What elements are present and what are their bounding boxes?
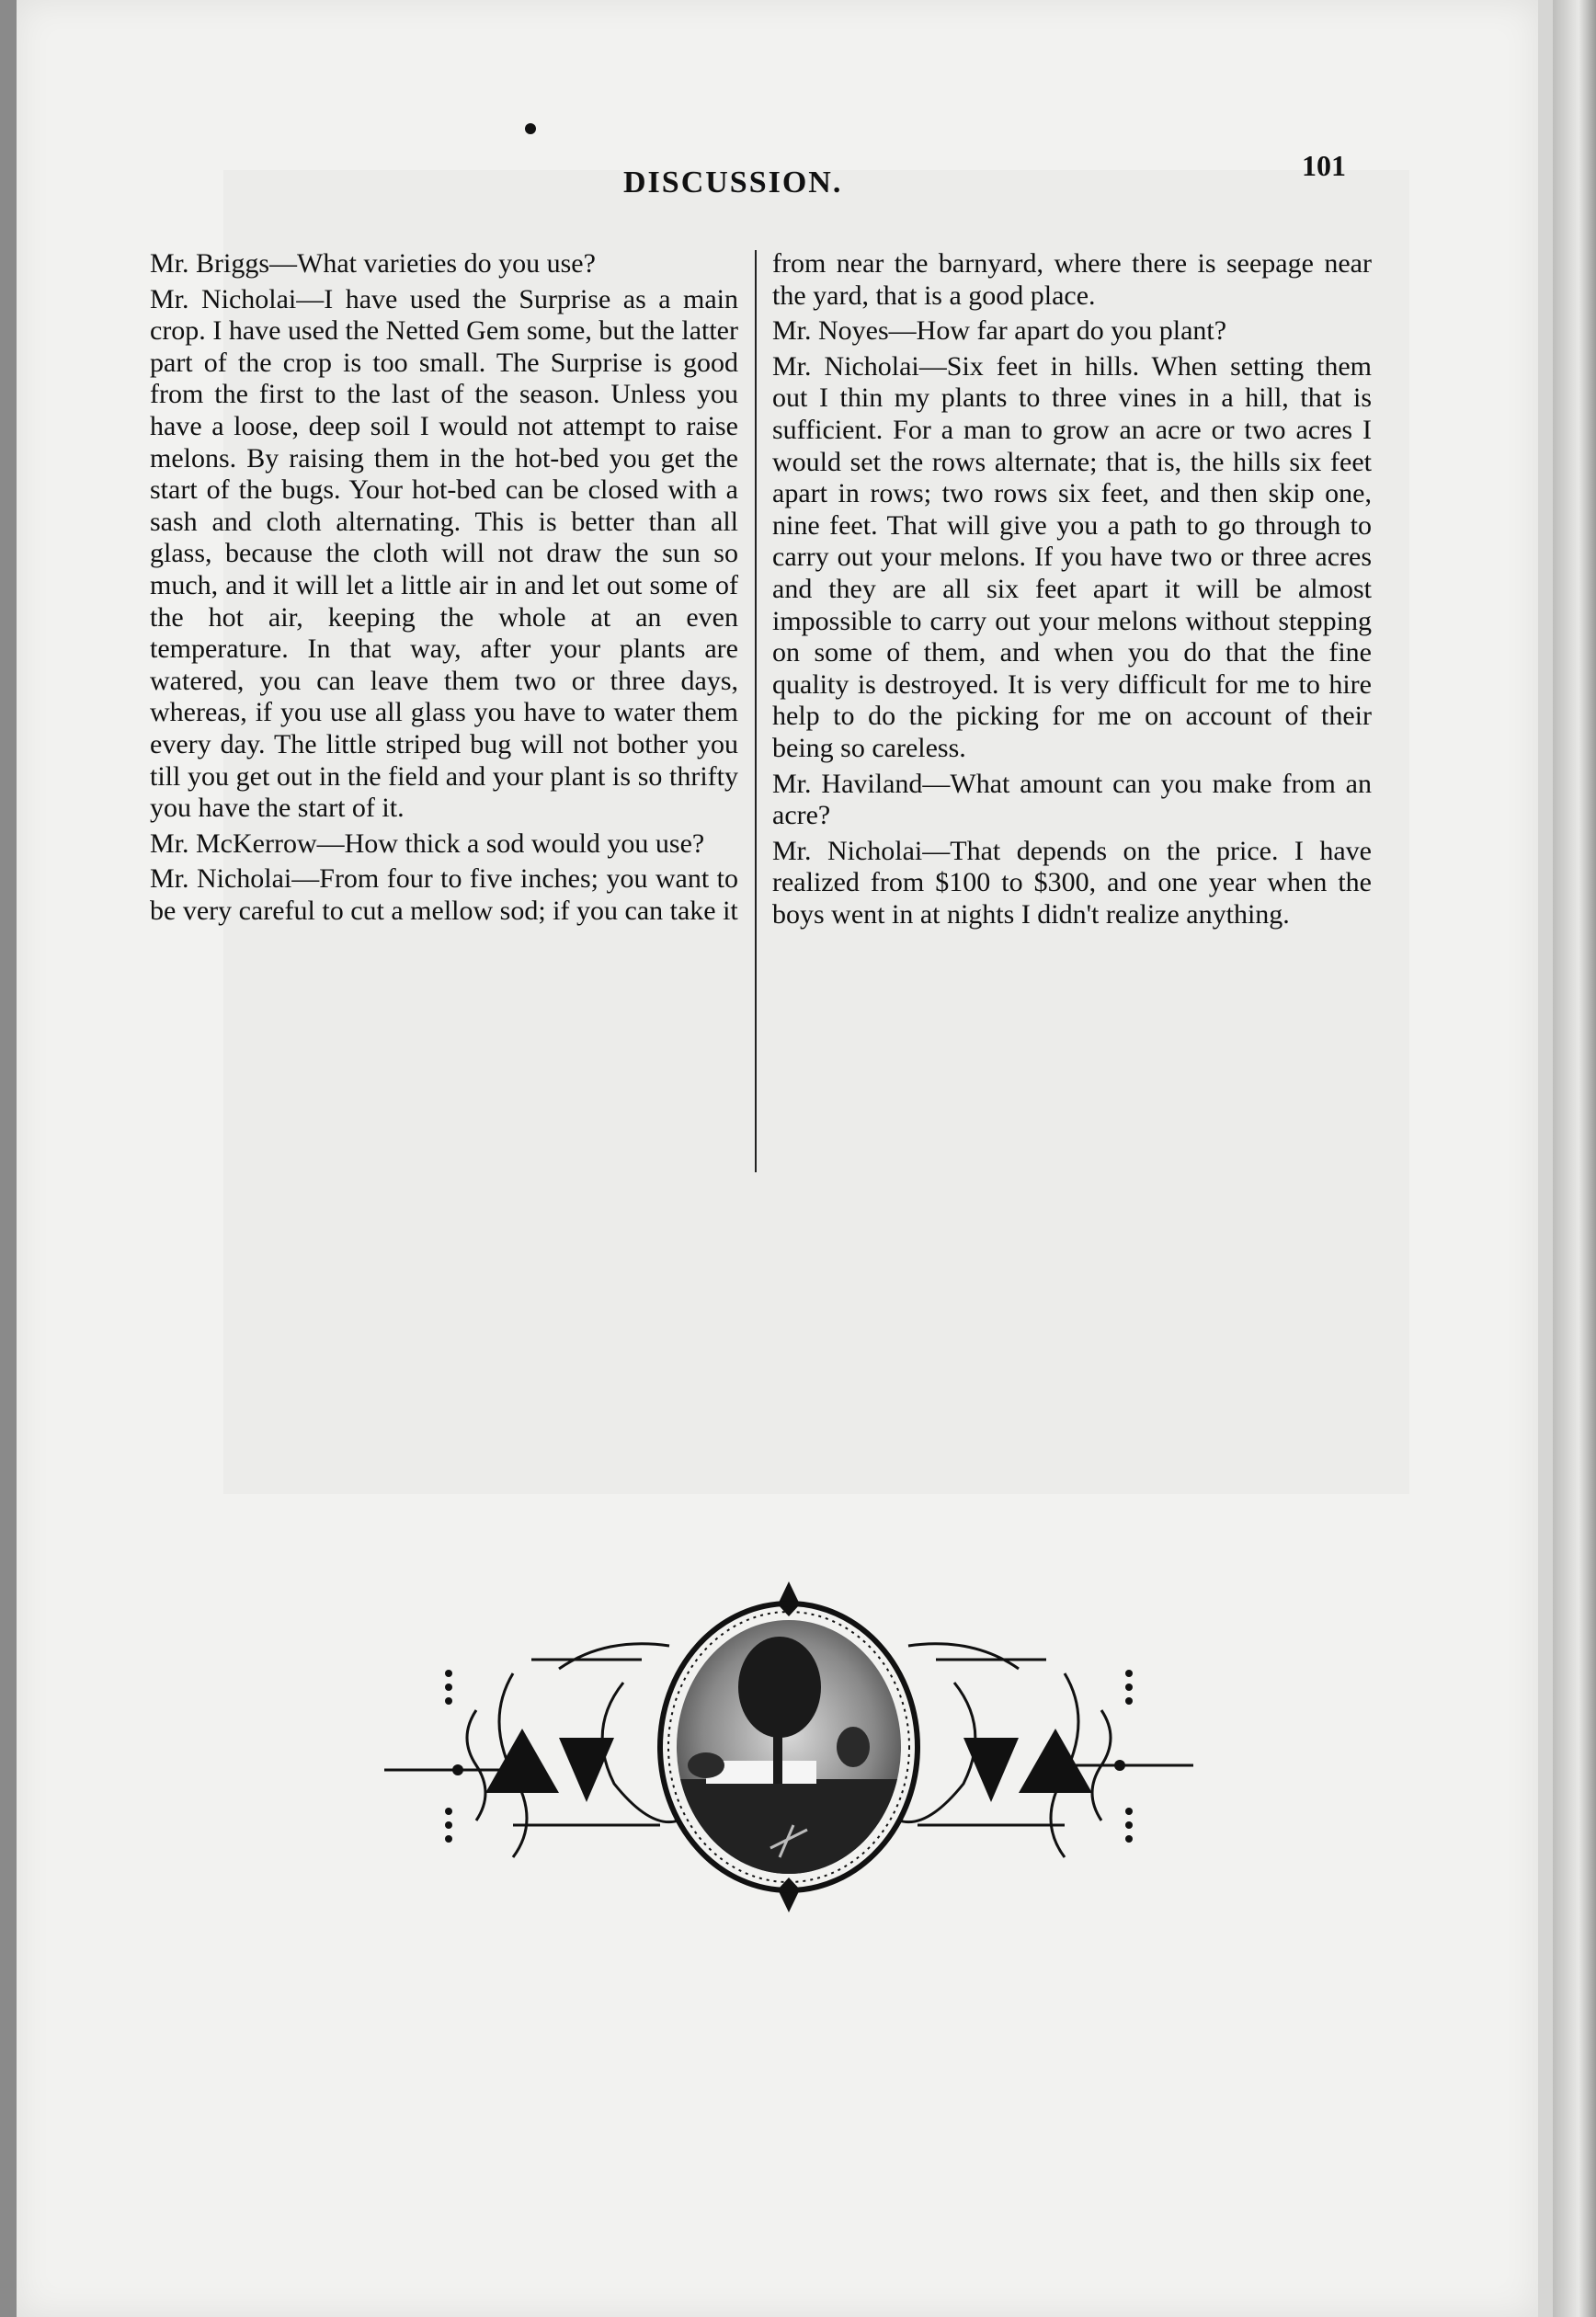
page-edge	[1538, 0, 1553, 2317]
page-number: 101	[1302, 149, 1346, 182]
paragraph: Mr. Nicholai—Six feet in hills. When setting them out I thin my plants to three vines in a hill, that is sufficient. For a man to grow an acre or two acres I would set the rows alternate; that is, the hills six feet apart in rows; two rows six feet, and then skip one, nine feet. That will give you a path to go through to carry out your melons. If you have two or three acres and they are all six feet apart it will be almost impossible to carry out your melons without stepping on some of them, and when you do that the fine quality is destroyed. It is very difficult for me to hire help to do the picking for me on account of their being so careless.	[772, 350, 1372, 763]
paragraph: Mr. Briggs—What varieties do you use?	[150, 248, 596, 279]
column-rule	[755, 250, 757, 1172]
running-header: DISCUSSION.	[623, 166, 843, 200]
paragraph: Mr. Noyes—How far apart do you plant?	[772, 315, 1227, 347]
paragraph: Mr. Nicholai—That depends on the price. I have realized from $100 to $300, and one year when the boys went in at nights I didn't realize anything.	[772, 835, 1372, 930]
paragraph: Mr. Haviland—What amount can you make from an acre?	[772, 768, 1372, 831]
right-column	[772, 248, 1372, 930]
paragraph: Mr. Nicholai—I have used the Surprise as a main crop. I have used the Netted Gem some, but the latter part of the crop is too small. The Surprise is good from the first to the last of the season. Unless you have a loose, deep soil I would not attempt to raise melons. By raising them in the hot-bed you get the start of the bugs. Your hot-bed can be closed with a sash and cloth alternating. This is better than all glass, because the cloth will not draw the sun so much, and it will let a little air in and let out some of the hot air, keeping the whole at an even temperature. In that way, after your plants are watered, you can leave them two or three days, whereas, if you use all glass you have to water them every day. The little striped bug will not bother you till you get out in the field and your plant is so thrifty you have the start of it.	[150, 283, 738, 824]
ink-dot	[525, 123, 536, 134]
book-page	[17, 0, 1538, 2317]
scan-border	[1553, 0, 1596, 2317]
vignette-landscape-ornament-icon	[375, 1581, 1203, 1912]
paragraph: from near the barnyard, where there is seepage near the yard, that is a good place.	[772, 248, 1372, 311]
paragraph: Mr. McKerrow—How thick a sod would you use?	[150, 828, 705, 859]
paragraph: Mr. Nicholai—From four to five inches; you want to be very careful to cut a mellow sod; if you can take it	[150, 863, 738, 926]
left-column	[150, 248, 738, 927]
